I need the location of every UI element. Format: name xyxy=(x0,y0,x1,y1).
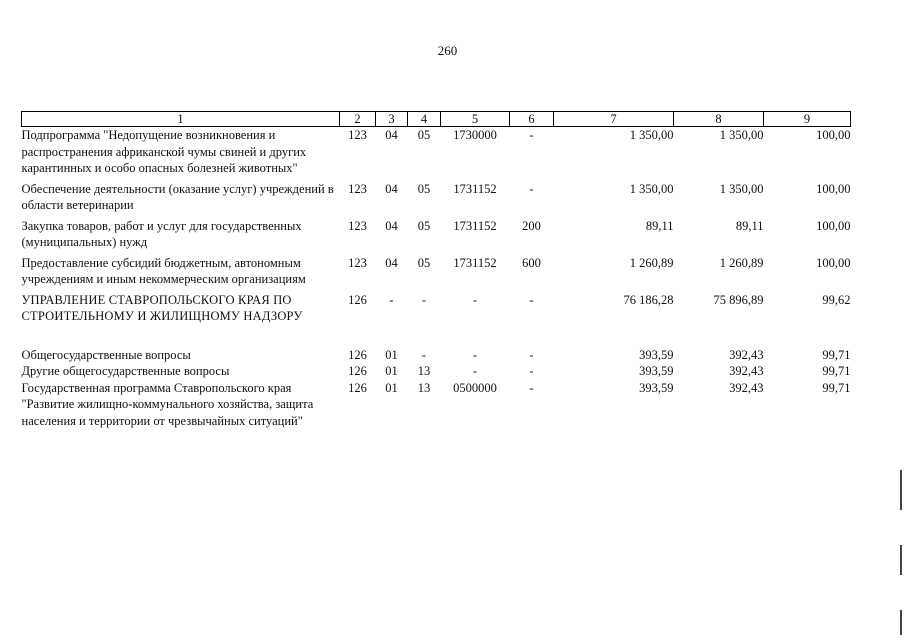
cell-section: 01 xyxy=(385,364,398,378)
cell-expense-type: - xyxy=(529,292,534,307)
cell-subsection: - xyxy=(421,292,427,307)
column-header: 4 xyxy=(408,112,441,127)
cell-planned: 76 186,28 xyxy=(623,292,674,307)
cell-ministry: 123 xyxy=(348,128,367,142)
cell-subsection: 13 xyxy=(417,364,431,378)
cell-ministry: 123 xyxy=(348,218,367,233)
scan-edge-mark xyxy=(900,470,902,510)
cell-ministry: 126 xyxy=(348,347,367,362)
cell-expense-type: - xyxy=(529,347,534,362)
cell-executed: 89,11 xyxy=(735,218,764,233)
column-number-row xyxy=(22,112,851,127)
cell-expense-type: - xyxy=(529,364,534,378)
row-name: Подпрограмма "Недопущение возникновения и распространения африканской чумы свиней и других карантинных и особо опасных болезней животных" xyxy=(21,128,307,175)
cell-executed: 392,43 xyxy=(729,347,764,362)
cell-ministry: 123 xyxy=(348,181,367,196)
scan-edge-mark xyxy=(900,610,902,635)
cell-planned: 1 350,00 xyxy=(629,128,674,142)
table-row xyxy=(22,347,851,364)
cell-executed: 1 350,00 xyxy=(719,128,764,142)
cell-section: 04 xyxy=(385,128,398,142)
cell-subsection: 13 xyxy=(417,380,431,395)
cell-section: - xyxy=(389,292,394,307)
cell-expense-type: 600 xyxy=(522,255,541,270)
table-row xyxy=(22,181,851,218)
cell-target-article: - xyxy=(472,292,478,307)
cell-section: 01 xyxy=(385,380,398,395)
cell-percent: 100,00 xyxy=(816,218,851,233)
cell-percent: 99,71 xyxy=(822,380,851,395)
cell-target-article: - xyxy=(472,347,478,362)
cell-subsection: - xyxy=(421,347,427,362)
cell-subsection: 05 xyxy=(417,181,431,196)
column-header: 1 xyxy=(22,112,340,127)
cell-subsection: 05 xyxy=(417,255,431,270)
cell-planned: 393,59 xyxy=(639,364,674,378)
cell-planned: 393,59 xyxy=(639,380,674,395)
cell-target-article: 1731152 xyxy=(453,218,497,233)
table-row xyxy=(22,363,851,380)
cell-percent: 100,00 xyxy=(816,128,851,142)
cell-expense-type: - xyxy=(529,181,534,196)
column-header: 5 xyxy=(441,112,510,127)
cell-section: 04 xyxy=(385,218,398,233)
cell-ministry: 126 xyxy=(348,364,367,378)
cell-subsection: 05 xyxy=(417,128,431,142)
cell-ministry: 126 xyxy=(348,292,367,307)
page-number: 260 xyxy=(437,43,458,58)
cell-expense-type: - xyxy=(529,380,534,395)
cell-section: 01 xyxy=(385,347,398,362)
cell-target-article: 0500000 xyxy=(453,380,497,395)
cell-subsection: 05 xyxy=(417,218,431,233)
table-row xyxy=(22,218,851,255)
column-header: 8 xyxy=(674,112,764,127)
row-name: Предоставление субсидий бюджетным, автономным учреждениям и иным некоммерческим организациям xyxy=(21,255,306,286)
row-name: Закупка товаров, работ и услуг для государственных (муниципальных) нужд xyxy=(21,218,302,249)
row-name: Другие общегосударственные вопросы xyxy=(21,364,230,378)
cell-executed: 1 350,00 xyxy=(719,181,764,196)
row-name: Государственная программа Ставропольского края "Развитие жилищно-коммунального хозяйства, защита населения и территории от чрезвычайных ситуаций" xyxy=(21,380,314,428)
cell-percent: 99,62 xyxy=(822,292,851,307)
table-row xyxy=(22,255,851,292)
column-header: 2 xyxy=(340,112,376,127)
cell-expense-type: 200 xyxy=(522,218,541,233)
cell-target-article: 1730000 xyxy=(453,128,497,142)
budget-table xyxy=(21,111,851,429)
table-row xyxy=(22,292,851,347)
table-row xyxy=(22,380,851,430)
cell-planned: 1 260,89 xyxy=(629,255,674,270)
column-header: 7 xyxy=(554,112,674,127)
row-name: Общегосударственные вопросы xyxy=(21,347,191,362)
cell-percent: 99,71 xyxy=(822,347,851,362)
cell-section: 04 xyxy=(385,181,398,196)
cell-ministry: 123 xyxy=(348,255,367,270)
cell-target-article: 1731152 xyxy=(453,181,497,196)
cell-target-article: 1731152 xyxy=(453,255,497,270)
row-name: Обеспечение деятельности (оказание услуг) учреждений в области ветеринарии xyxy=(21,181,334,212)
cell-target-article: - xyxy=(472,364,478,378)
table-row xyxy=(22,127,851,181)
cell-planned: 89,11 xyxy=(645,218,674,233)
cell-expense-type: - xyxy=(529,128,534,142)
cell-percent: 100,00 xyxy=(816,255,851,270)
cell-executed: 392,43 xyxy=(729,364,764,378)
cell-planned: 393,59 xyxy=(639,347,674,362)
row-name: УПРАВЛЕНИЕ СТАВРОПОЛЬСКОГО КРАЯ ПО СТРОИТЕЛЬНОМУ И ЖИЛИЩНОМУ НАДЗОРУ xyxy=(21,292,303,323)
scan-edge-mark xyxy=(900,545,902,575)
column-header: 6 xyxy=(510,112,554,127)
cell-executed: 392,43 xyxy=(729,380,764,395)
column-header: 9 xyxy=(764,112,851,127)
cell-planned: 1 350,00 xyxy=(629,181,674,196)
cell-ministry: 126 xyxy=(348,380,367,395)
column-header: 3 xyxy=(376,112,408,127)
cell-executed: 1 260,89 xyxy=(719,255,764,270)
cell-section: 04 xyxy=(385,255,398,270)
cell-percent: 100,00 xyxy=(816,181,851,196)
cell-percent: 99,71 xyxy=(822,364,851,378)
cell-executed: 75 896,89 xyxy=(713,292,764,307)
